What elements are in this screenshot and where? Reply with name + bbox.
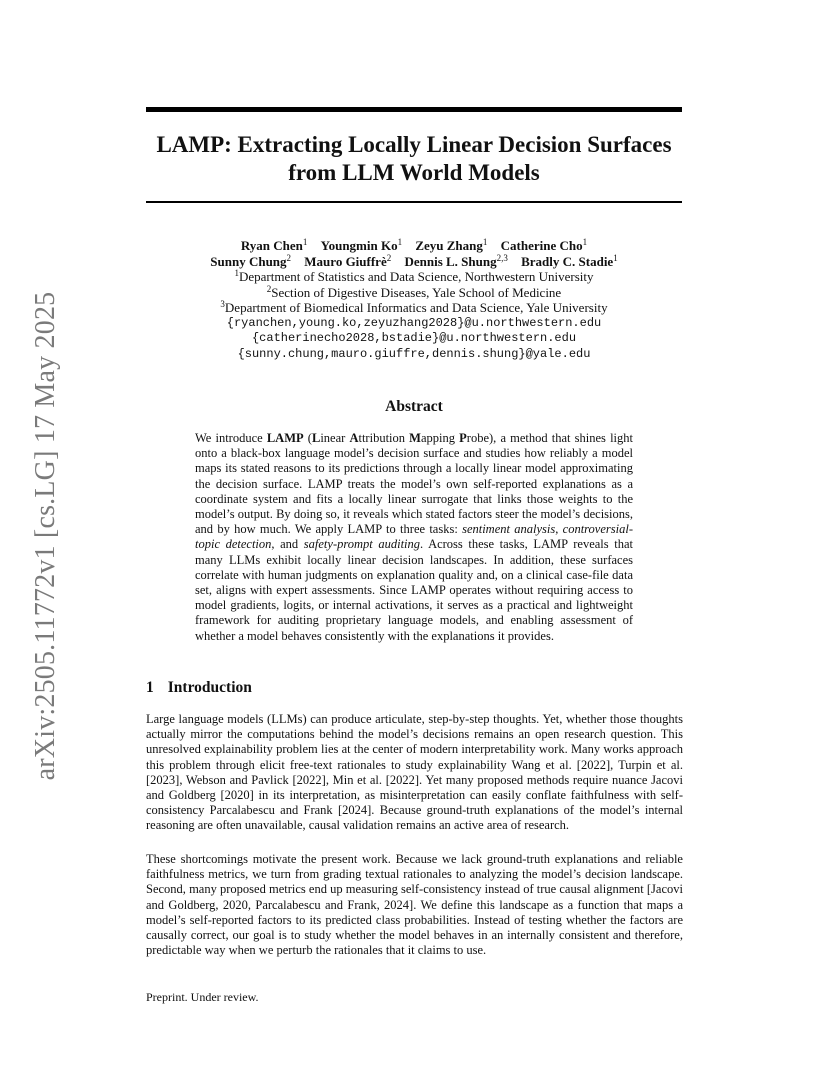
email-line-1: {ryanchen,young.ko,zeyuzhang2028}@u.northwestern.edu: [226, 315, 602, 330]
title-bottom-rule: [146, 201, 682, 203]
author-row-1: [146, 238, 682, 254]
author-name: Mauro Giuffrè$^2$: [304, 252, 392, 269]
author-name: Ryan Chen$^1$: [240, 237, 308, 253]
paper-title: [146, 131, 682, 187]
author-block: [146, 238, 682, 362]
author-name: Dennis L. Shung$^{2,3}$: [404, 252, 508, 269]
email-line-2: {catherinecho2028,bstadie}@u.northwestern.edu: [251, 331, 577, 345]
affiliation-2: $^2$Section of Digestive Diseases, Yale School of Medicine: [266, 283, 562, 300]
author-name: Youngmin Ko$^1$: [320, 237, 403, 253]
abstract-heading: Abstract: [385, 398, 443, 415]
author-row-2: [146, 254, 682, 270]
author-name: Sunny Chung$^2$: [210, 252, 292, 269]
email-line-3: {sunny.chung,mauro.giuffre,dennis.shung}@yale.edu: [237, 346, 591, 361]
paragraph-2: These shortcomings motivate the present work. Because we lack ground-truth explanations and reliable faithfulness metrics, we turn from grading textual rationales to analyzing the model’s decision landscape. Second, many proposed metrics end up measuring self-consistency instead of true causal alignment [Jacovi and Goldberg, 2020, Parcalabescu and Frank, 2024]. We define this landscape as a function that maps a model’s self-reported factors to its predicted class probabilities. Instead of testing whether the factors are causally correct, our goal is to study whether the model behaves in an internally consistent and therefore, predictable way when we perturb the rationales that it claims to use.: [146, 852, 683, 958]
title-top-rule: [146, 107, 682, 112]
footer-note: Preprint. Under review.: [146, 990, 259, 1004]
affiliation-3: $^3$Department of Biomedical Informatics and Data Science, Yale University: [220, 299, 608, 315]
section-heading: 1 Introduction: [146, 679, 252, 696]
author-name: Catherine Cho$^1$: [500, 237, 588, 253]
title-line-1: LAMP: Extracting Locally Linear Decision Surfaces: [156, 132, 672, 157]
author-name: Bradly C. Stadie$^1$: [521, 252, 618, 269]
author-name: Zeyu Zhang$^1$: [415, 237, 488, 253]
title-line-2: from LLM World Models: [288, 160, 540, 185]
paragraph-1: Large language models (LLMs) can produce articulate, step-by-step thoughts. Yet, whether those thoughts actually mirror the computations behind the model’s decisions remains an open research question. This unresolved explainability problem lies at the center of modern interpretability work. Many works approach this problem through elicit free-text rationales to study explainability Wang et al. [2022], Turpin et al. [2023], Webson and Pavlick [2022], Min et al. [2022]. Yet many proposed methods require nuance Jacovi and Goldberg [2020] in its interpretation, as misinterpretation can easily conflate faithfulness with self-consistency Parcalabescu and Frank [2024]. Because ground-truth explanations of the model’s internal reasoning are often unavailable, causal validation remains an active area of research.: [146, 712, 683, 833]
abstract-body: We introduce LAMP (Linear Attribution Mapping Probe), a method that shines light onto a black-box language model’s decision surface and studies how reliably a model maps its stated reasons to its predictions through a locally linear model approximating the decision surface. LAMP treats the model’s own self-reported explanations as a coordinate system and fits a locally linear surrogate that links those weights to the model’s output. By doing so, it reveals which stated factors steer the model’s decisions, and by how much. We apply LAMP to three tasks: sentiment analysis, controversial-topic detection, and safety-prompt auditing. Across these tasks, LAMP reveals that many LLMs exhibit locally linear decision landscapes. In addition, these surfaces correlate with human judgments on explanation quality and, on a clinical case-file data set, aligns with expert assessments. Since LAMP operates without requiring access to model gradients, logits, or internal activations, it serves as a practical and lightweight framework for auditing proprietary language models, and enabling assessment of whether a model behaves consistently with the explanations it provides.: [195, 431, 633, 643]
affiliation-1: $^1$Department of Statistics and Data Science, Northwestern University: [234, 268, 594, 284]
arxiv-identifier: arXiv:2505.11772v1 [cs.LG] 17 May 2025: [30, 291, 61, 781]
